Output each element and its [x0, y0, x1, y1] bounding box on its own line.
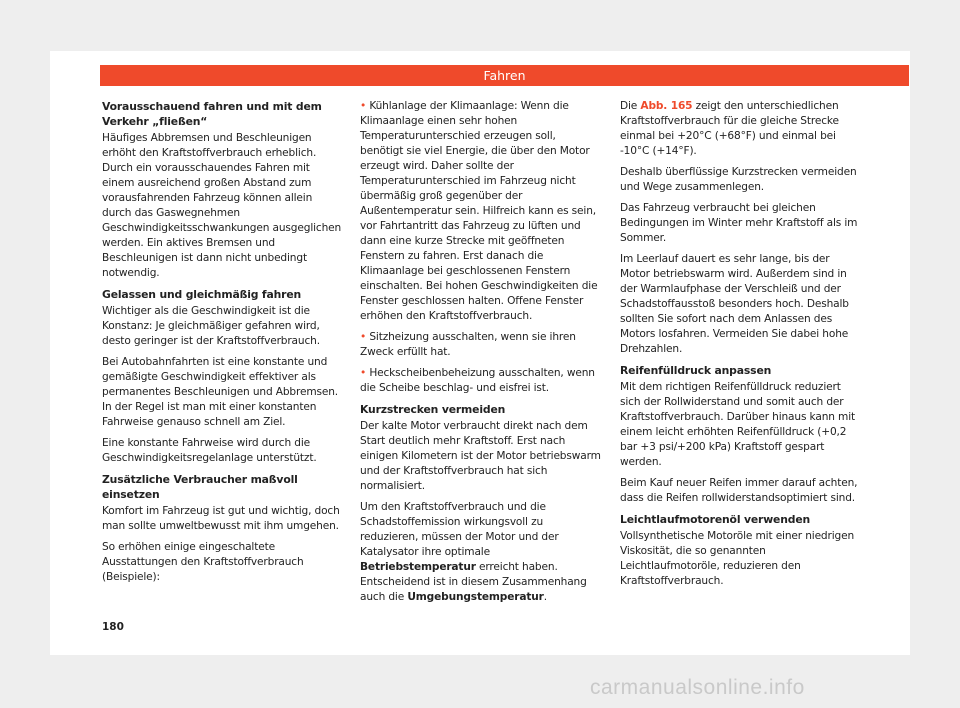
column-left [102, 99, 344, 591]
text-run: zeigt den unterschiedlichen Kraftstoffverbrauch für die gleiche Strecke einmal bei +20°C (+68°F) und einmal bei -10°C (+14°F). [620, 100, 839, 157]
bullet-icon: • [360, 100, 367, 112]
heading-additional-consumers: Zusätzliche Verbraucher maßvoll einsetzen [102, 473, 298, 501]
heading-avoid-short-trips: Kurzstrecken vermeiden [360, 403, 506, 416]
bullet-item-air-conditioning [360, 99, 602, 324]
heading-tire-pressure: Reifenfülldruck anpassen [620, 364, 772, 377]
bullet-item-rear-window-heating [360, 366, 602, 396]
paragraph: Häufiges Abbremsen und Beschleunigen erhöht den Kraftstoffverbrauch erheblich. Durch ein vorausschauendes Fahren mit einem ausreichend großen Abstand zum vorausfahrenden Fahrzeug können allein durch das Gaswegnehmen Geschwindigkeitsschwankungen ausgeglichen werden. Ein aktives Bremsen und Beschleunigen ist dann nicht unbedingt notwendig. [102, 132, 342, 279]
text-run: Die [620, 100, 641, 112]
paragraph: Eine konstante Fahrweise wird durch die Geschwindigkeitsregelanlage unterstützt. [102, 437, 317, 464]
bullet-item-seat-heating [360, 330, 602, 360]
bullet-icon: • [360, 367, 367, 379]
text-run: Um den Kraftstoffverbrauch und die Schadstoffemission wirkungsvoll zu reduzieren, müssen der Motor und der Katalysator ihre optimale [360, 501, 559, 558]
column-right [620, 99, 862, 595]
paragraph: Im Leerlauf dauert es sehr lange, bis der Motor betriebswarm wird. Außerdem sind in der Warmlaufphase der Verschleiß und der Schadstoffausstoß besonders hoch. Deshalb sollten Sie sofort nach dem Anlassen des Motors losfahren. Vermeiden Sie dabei hohe Drehzahlen. [620, 253, 849, 355]
heading-low-friction-oil: Leichtlaufmotorenöl verwenden [620, 513, 811, 526]
text-run: . [543, 591, 547, 603]
paragraph: Wichtiger als die Geschwindigkeit ist die Konstanz: Je gleichmäßiger gefahren wird, desto geringer ist der Kraftstoffverbrauch. [102, 305, 320, 347]
bullet-icon: • [360, 331, 367, 343]
paragraph [620, 99, 862, 159]
paragraph: Der kalte Motor verbraucht direkt nach dem Start deutlich mehr Kraftstoff. Erst nach einigen Kilometern ist der Motor betriebswarm und der Kraftstoffverbrauch hat sich normalisiert. [360, 420, 601, 492]
bullet-text: Kühlanlage der Klimaanlage: Wenn die Klimaanlage einen sehr hohen Temperaturunterschied erzeugen soll, benötigt sie viel Energie, die über den Motor erzeugt wird. Daher sollte der Temperaturunterschied im Fahrzeug nicht übermäßig groß gegenüber der Außentemperatur sein. Hilfreich kann es sein, vor Fahrtantritt das Fahrzeug zu lüften und dann eine kurze Strecke mit geöffneten Fenstern zu fahren. Erst danach die Klimaanlage bei geschlossenen Fenstern einschalten. Bei hohen Geschwindigkeiten die Fenster geschlossen halten. Offene Fenster erhöhen den Kraftstoffverbrauch. [360, 100, 598, 322]
paragraph: Mit dem richtigen Reifenfülldruck reduziert sich der Rollwiderstand und somit auch der Kraftstoffverbrauch. Darüber hinaus kann mit einem leicht erhöhten Reifenfülldruck (+0,2 bar +3 psi/+200 kPa) Kraftstoff gespart werden. [620, 381, 856, 468]
watermark: carmanualsonline.info [590, 676, 805, 699]
paragraph: Bei Autobahnfahrten ist eine konstante und gemäßigte Geschwindigkeit effektiver als permanentes Beschleunigen und Abbremsen. In der Regel ist man mit einer konstanten Fahrweise genauso schnell am Ziel. [102, 356, 339, 428]
text-run: erreicht haben. Entscheidend ist in diesem Zusammenhang auch die [360, 561, 587, 603]
heading-calm-driving: Gelassen und gleichmäßig fahren [102, 288, 302, 301]
bold-term-ambient-temperature: Umgebungstemperatur [407, 591, 544, 603]
bullet-text: Heckscheibenbeheizung ausschalten, wenn die Scheibe beschlag- und eisfrei ist. [360, 367, 595, 394]
bold-term-operating-temperature: Betriebstemperatur [360, 561, 476, 573]
paragraph: Deshalb überflüssige Kurzstrecken vermeiden und Wege zusammenlegen. [620, 166, 857, 193]
figure-reference-link[interactable]: Abb. 165 [640, 100, 693, 112]
paragraph: So erhöhen einige eingeschaltete Ausstattungen den Kraftstoffverbrauch (Beispiele): [102, 541, 304, 583]
paragraph: Vollsynthetische Motoröle mit einer niedrigen Viskosität, die so genannten Leichtlaufmotoröle, reduzieren den Kraftstoffverbrauch. [620, 530, 855, 587]
heading-anticipatory-driving: Vorausschauend fahren und mit dem Verkehr „fließen“ [102, 100, 322, 128]
paragraph: Beim Kauf neuer Reifen immer darauf achten, dass die Reifen rollwiderstandsoptimiert sind. [620, 477, 858, 504]
paragraph: Komfort im Fahrzeug ist gut und wichtig, doch man sollte umweltbewusst mit ihm umgehen. [102, 505, 340, 532]
paragraph [360, 500, 602, 605]
manual-page [50, 51, 910, 655]
paragraph: Das Fahrzeug verbraucht bei gleichen Bedingungen im Winter mehr Kraftstoff als im Sommer. [620, 202, 858, 244]
bullet-text: Sitzheizung ausschalten, wenn sie ihren Zweck erfüllt hat. [360, 331, 576, 358]
page-number: 180 [102, 621, 124, 633]
section-header-bar: Fahren [100, 65, 909, 86]
column-middle [360, 99, 602, 611]
